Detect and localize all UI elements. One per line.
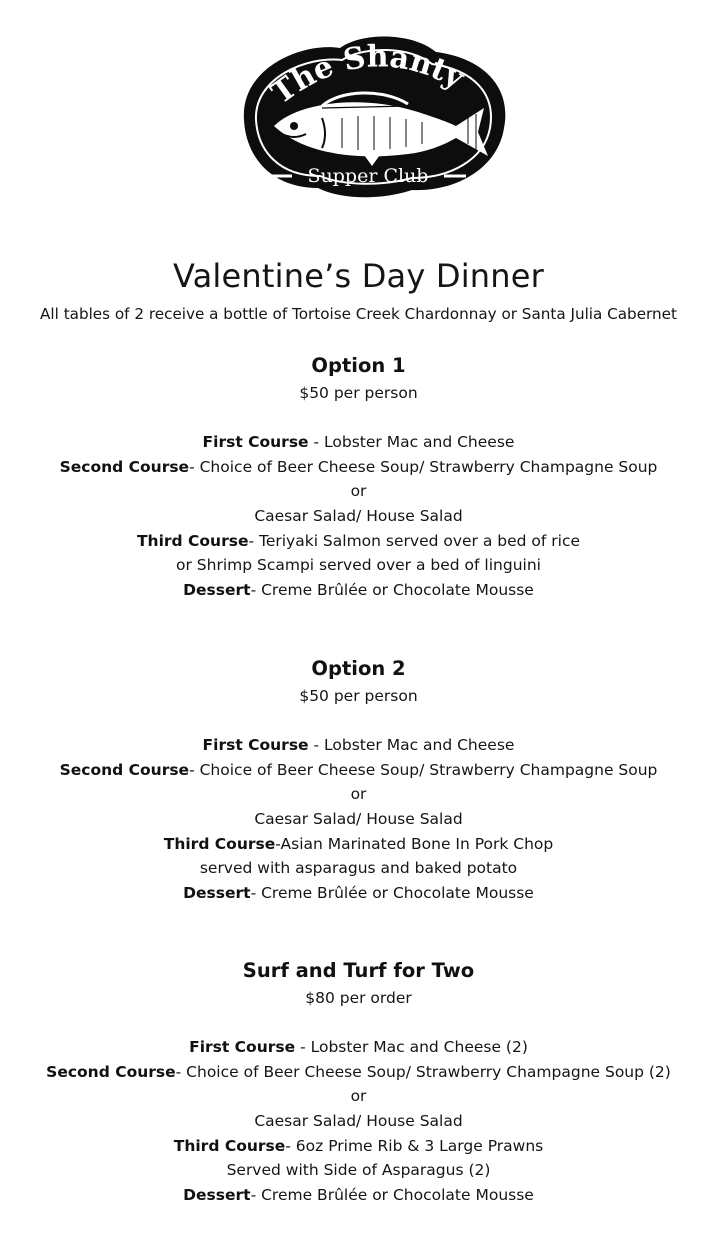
course-separator: -	[285, 1136, 296, 1155]
logo-bottom-text: Supper Club	[307, 165, 429, 187]
course-line	[0, 1109, 717, 1134]
course-line	[0, 758, 717, 783]
menu-section-option-2	[0, 655, 717, 906]
course-separator: -	[189, 760, 200, 779]
course-line	[0, 479, 717, 504]
course-label: Third Course	[163, 834, 276, 853]
course-description: served with asparagus and baked potato	[199, 859, 518, 878]
course-line	[0, 856, 717, 881]
course-line	[0, 529, 717, 554]
course-line	[0, 553, 717, 578]
course-separator: -	[308, 736, 325, 754]
course-separator: -	[275, 834, 281, 853]
course-separator: -	[250, 1186, 262, 1205]
page-title: Valentine’s Day Dinner	[173, 257, 544, 295]
course-description: or	[350, 482, 367, 501]
course-line	[0, 455, 717, 480]
course-line	[0, 504, 717, 529]
course-description: Teriyaki Salmon served over a bed of rice	[259, 531, 581, 550]
course-separator: -	[189, 457, 200, 476]
course-description: Creme Brûlée or Chocolate Mousse	[261, 1186, 534, 1205]
course-line	[0, 1035, 717, 1060]
course-label: Second Course	[59, 760, 190, 779]
course-line	[0, 832, 717, 857]
course-description: Creme Brûlée or Chocolate Mousse	[261, 581, 534, 600]
course-label: Third Course	[173, 1136, 286, 1155]
course-label: Dessert	[183, 1186, 251, 1205]
section-price: $50 per person	[299, 687, 418, 705]
course-description: Lobster Mac and Cheese	[324, 736, 515, 754]
section-title: Option 1	[311, 354, 406, 377]
menu-section-surf-and-turf	[0, 957, 717, 1208]
course-description: Choice of Beer Cheese Soup/ Strawberry Champagne Soup (2)	[186, 1062, 671, 1081]
course-description: Choice of Beer Cheese Soup/ Strawberry Champagne Soup	[199, 457, 658, 476]
course-label: Dessert	[183, 581, 251, 600]
course-separator: -	[248, 531, 259, 550]
section-title: Option 2	[311, 657, 406, 680]
course-description: Lobster Mac and Cheese	[324, 433, 515, 451]
course-line	[0, 782, 717, 807]
logo-top-text: The Shanty	[265, 39, 470, 112]
course-description: Lobster Mac and Cheese (2)	[310, 1038, 528, 1056]
course-label: First Course	[189, 1038, 296, 1056]
course-line	[0, 578, 717, 603]
course-description: Caesar Salad/ House Salad	[254, 1112, 463, 1131]
course-label: Third Course	[136, 531, 249, 550]
wine-note: All tables of 2 receive a bottle of Tortoise Creek Chardonnay or Santa Julia Cabernet	[40, 305, 677, 323]
course-list	[0, 733, 717, 906]
course-label: First Course	[202, 736, 309, 754]
course-line	[0, 881, 717, 906]
course-description: Asian Marinated Bone In Pork Chop	[280, 834, 554, 853]
course-list	[0, 1035, 717, 1208]
course-separator: -	[250, 884, 262, 903]
course-separator: -	[308, 433, 325, 451]
course-description: or	[350, 1087, 367, 1106]
course-line	[0, 1084, 717, 1109]
course-label: Dessert	[183, 884, 251, 903]
course-label: Second Course	[46, 1062, 176, 1081]
section-price: $50 per person	[299, 384, 418, 402]
course-separator: -	[295, 1038, 311, 1056]
course-line	[0, 1134, 717, 1159]
course-description: or	[350, 785, 367, 804]
course-line	[0, 807, 717, 832]
course-list	[0, 430, 717, 603]
course-line	[0, 1060, 717, 1085]
section-price: $80 per order	[305, 989, 412, 1007]
course-label: First Course	[202, 433, 309, 451]
course-separator: -	[250, 581, 262, 600]
course-line	[0, 430, 717, 455]
course-description: or Shrimp Scampi served over a bed of linguini	[176, 556, 541, 575]
course-line	[0, 1183, 717, 1208]
course-description: Served with Side of Asparagus (2)	[226, 1161, 491, 1180]
menu-section-option-1	[0, 352, 717, 603]
shanty-logo	[222, 28, 512, 198]
course-description: Creme Brûlée or Chocolate Mousse	[261, 884, 534, 903]
course-label: Second Course	[59, 457, 190, 476]
course-description: Caesar Salad/ House Salad	[254, 810, 463, 829]
course-description: 6oz Prime Rib & 3 Large Prawns	[295, 1136, 544, 1155]
course-line	[0, 1158, 717, 1183]
section-title: Surf and Turf for Two	[242, 959, 475, 982]
course-separator: -	[175, 1062, 187, 1081]
course-line	[0, 733, 717, 758]
course-description: Caesar Salad/ House Salad	[254, 507, 463, 526]
course-description: Choice of Beer Cheese Soup/ Strawberry Champagne Soup	[199, 760, 658, 779]
